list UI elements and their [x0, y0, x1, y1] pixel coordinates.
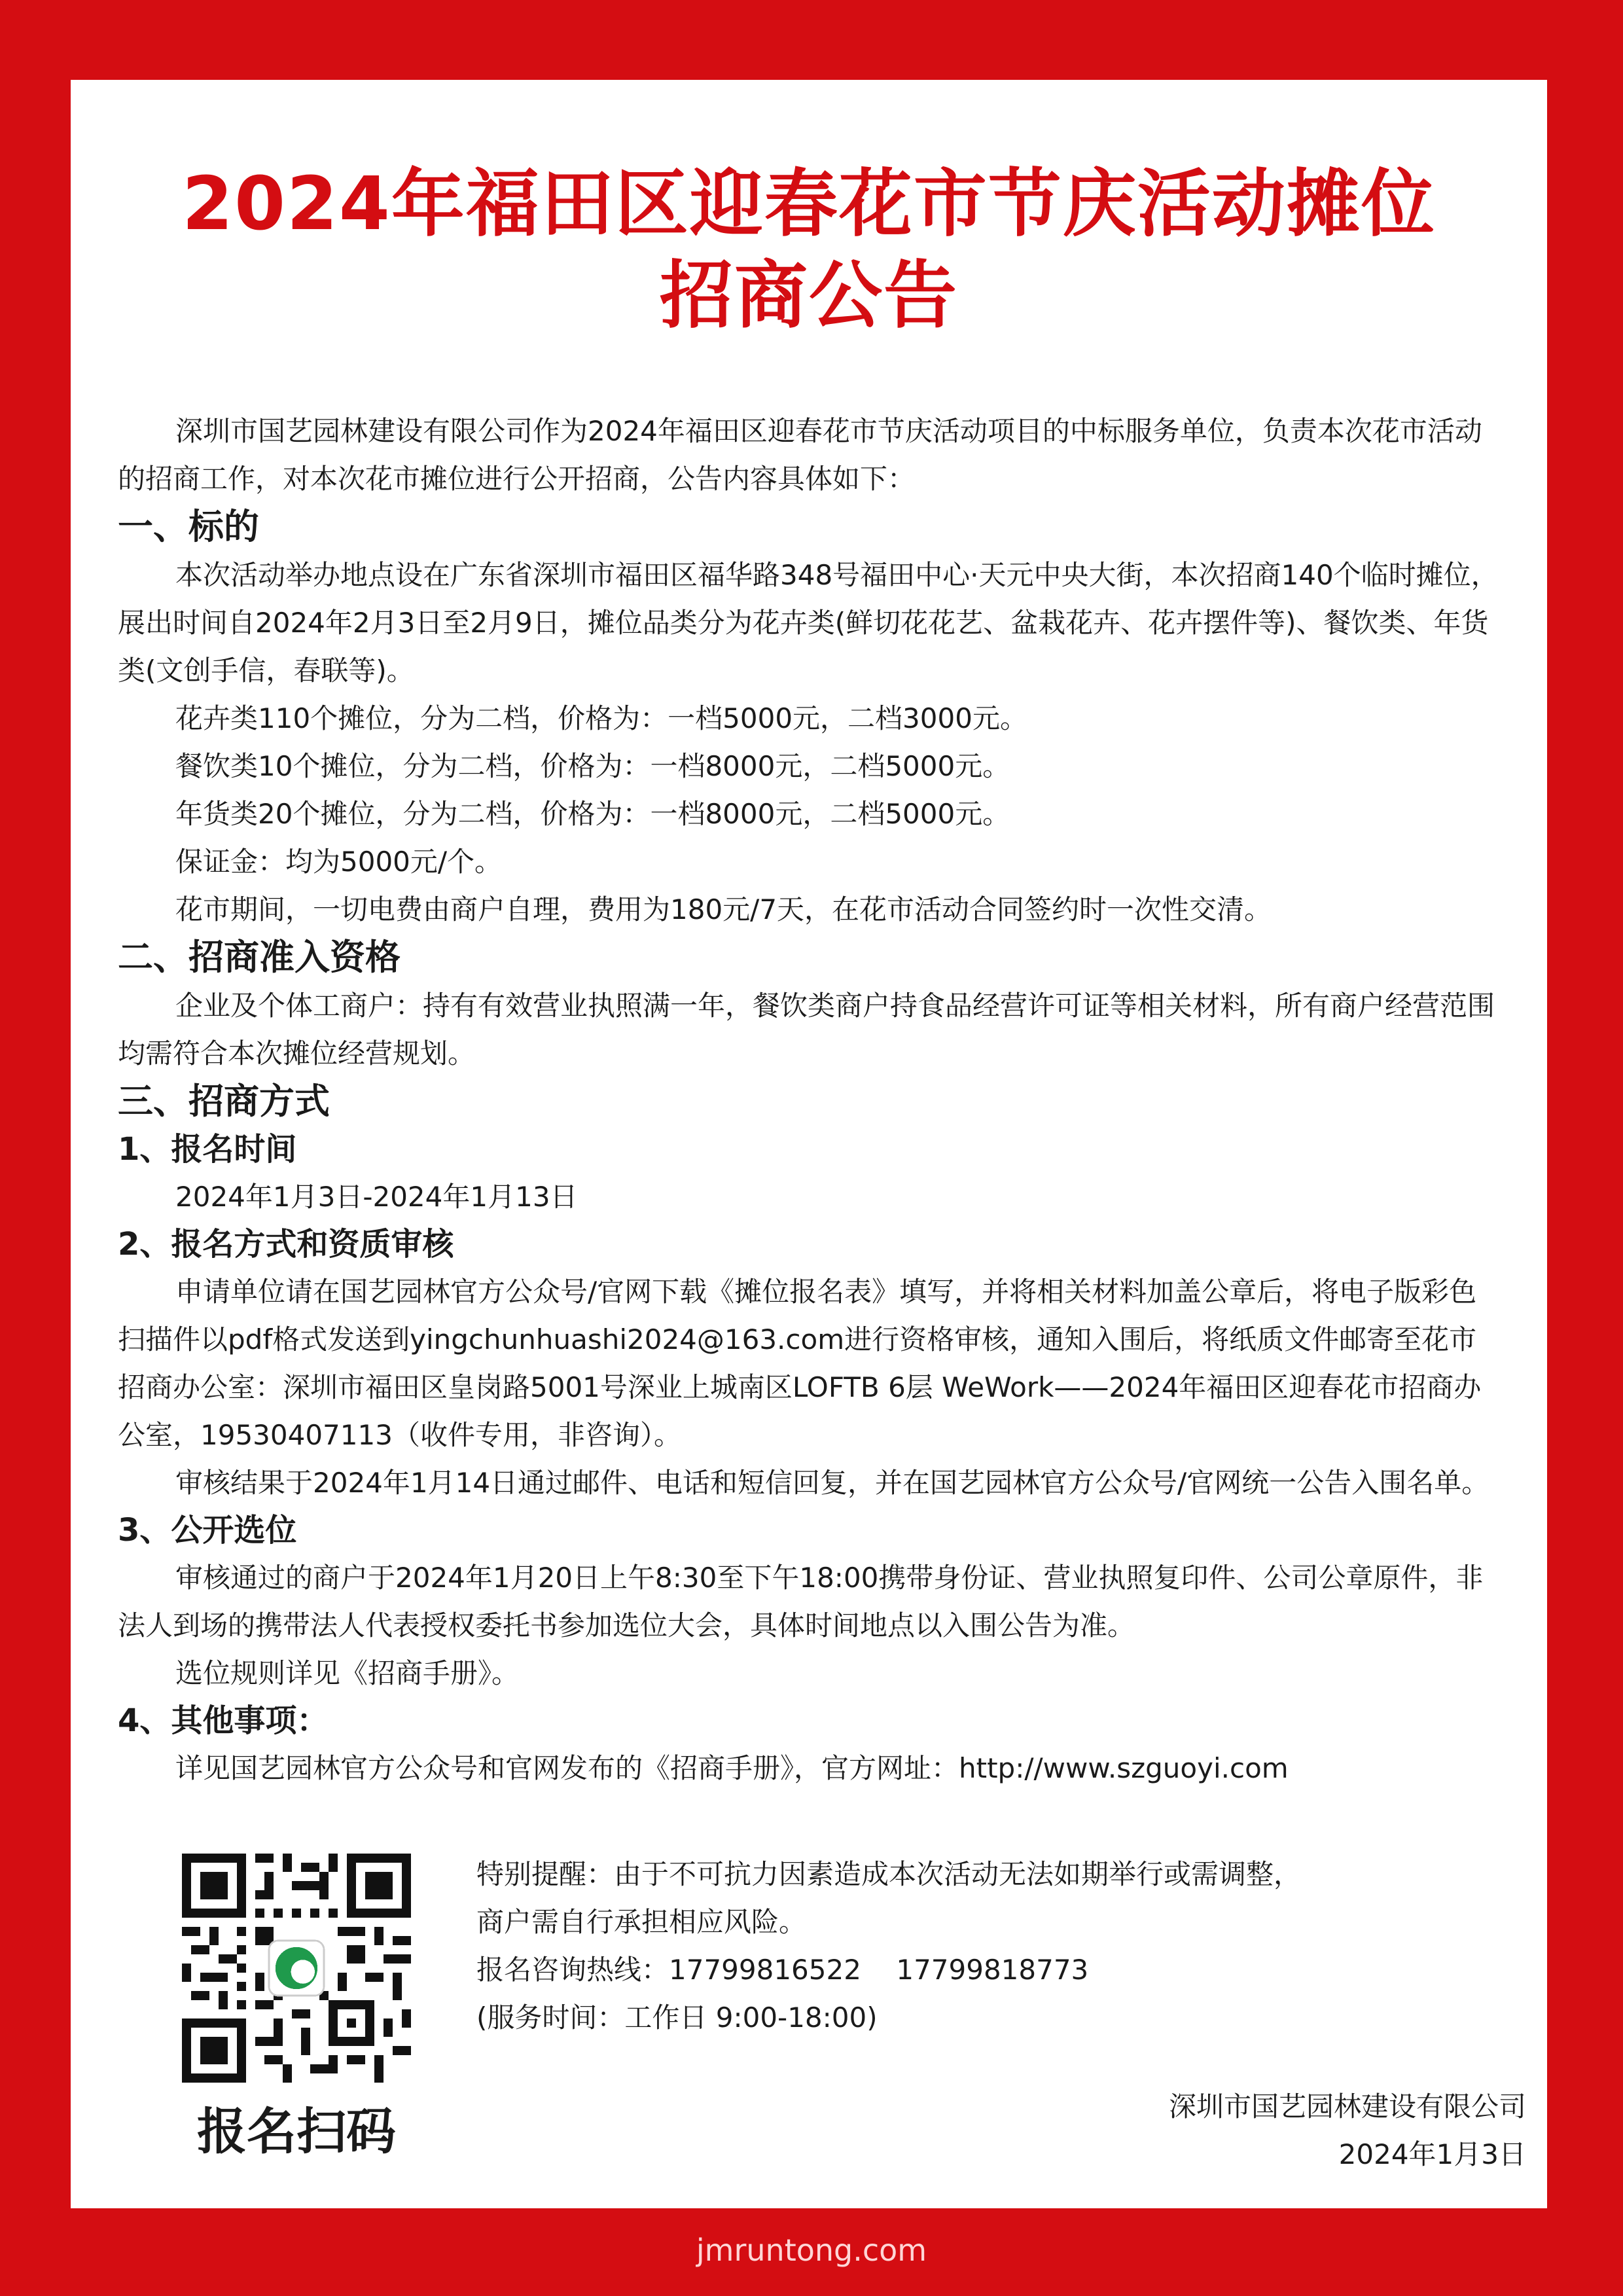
signup-time-heading: 1、报名时间 — [118, 1131, 297, 1168]
signup-method-paragraph: 申请单位请在国艺园林官方公众号/官网下载《摊位报名表》填写，并将相关材料加盖公章后，将电子版彩色扫描件以pdf格式发送到yingchunhuashi2024@163.com进行资格审核，通知入围后，将纸质文件邮寄至花市招商办公室：深圳市福田区皇岗路5001号深业上城南区LOFTB 6层 WeWork——2024年福田区迎春花市招商办公室，19530407113（收件专用，非咨询）。 — [118, 1276, 1482, 1451]
deposit-text: 保证金：均为5000元/个。 — [175, 846, 503, 878]
stall-selection-heading: 3、公开选位 — [118, 1512, 297, 1549]
service-hours-text: (服务时间：工作日 9:00-18:00) — [476, 2001, 878, 2034]
notice-body — [118, 407, 1500, 1792]
signature-date: 2024年1月3日 — [1338, 2138, 1526, 2170]
review-result-paragraph: 审核结果于2024年1月14日通过邮件、电话和短信回复，并在国艺园林官方公众号/官网统一公告入围名单。 — [175, 1467, 1489, 1499]
qr-code-label: 报名扫码 — [197, 2102, 396, 2161]
food-stall-price: 餐饮类10个摊位，分为二档，价格为：一档8000元，二档5000元。 — [175, 750, 1010, 782]
footer-watermark: jmruntong.com — [696, 2233, 927, 2268]
selection-rules-text: 选位规则详见《招商手册》。 — [175, 1657, 520, 1689]
section-1-heading: 一、标的 — [118, 506, 259, 547]
section-1-paragraph: 本次活动举办地点设在广东省深圳市福田区福华路348号福田中心·天元中央大街，本次招商140个临时摊位，展出时间自2024年2月3日至2月9日，摊位品类分为花卉类(鲜切花花艺、盆栽花卉、花卉摆件等)、餐饮类、年货类(文创手信，春联等)。 — [118, 559, 1499, 687]
intro-paragraph: 深圳市国艺园林建设有限公司作为2024年福田区迎春花市节庆活动项目的中标服务单位，负责本次花市活动的招商工作，对本次花市摊位进行公开招商，公告内容具体如下： — [118, 415, 1482, 495]
notice-paper — [71, 80, 1547, 2208]
other-matters-heading: 4、其他事项： — [118, 1702, 329, 1739]
qr-code-icon[interactable] — [182, 1854, 411, 2083]
flower-stall-price: 花卉类110个摊位，分为二档，价格为：一档5000元，二档3000元。 — [175, 702, 1027, 734]
section-2-heading: 二、招商准入资格 — [118, 937, 401, 978]
signature-company: 深圳市国艺园林建设有限公司 — [1168, 2090, 1526, 2123]
signature-block — [1169, 2083, 1526, 2178]
section-3-heading: 三、招商方式 — [118, 1081, 330, 1122]
title-line-1: 2024年福田区迎春花市节庆活动摊位 — [182, 162, 1436, 247]
hotline-text: 报名咨询热线：17799816522 17799818773 — [476, 1954, 1089, 1986]
other-matters-text: 详见国艺园林官方公众号和官网发布的《招商手册》，官方网址：http://www.szguoyi.com — [175, 1752, 1289, 1784]
section-2-paragraph: 企业及个体工商户：持有有效营业执照满一年，餐饮类商户持食品经营许可证等相关材料，所有商户经营范围均需符合本次摊位经营规划。 — [118, 990, 1495, 1069]
stall-selection-paragraph: 审核通过的商户于2024年1月20日上午8:30至下午18:00携带身份证、营业执照复印件、公司公章原件，非法人到场的携带法人代表授权委托书参加选位大会，具体时间地点以入围公告为准。 — [118, 1562, 1484, 1641]
contact-notes — [476, 1850, 1327, 2041]
special-reminder-line-2: 商户需自行承担相应风险。 — [476, 1906, 807, 1938]
title-line-2: 招商公告 — [660, 253, 958, 338]
signup-time-text: 2024年1月3日-2024年1月13日 — [175, 1181, 578, 1213]
goods-stall-price: 年货类20个摊位，分为二档，价格为：一档8000元，二档5000元。 — [175, 798, 1010, 830]
signup-method-heading: 2、报名方式和资质审核 — [118, 1226, 454, 1263]
electricity-fee-text: 花市期间，一切电费由商户自理，费用为180元/7天，在花市活动合同签约时一次性交清。 — [175, 893, 1272, 925]
special-reminder-line-1: 特别提醒：由于不可抗力因素造成本次活动无法如期举行或需调整， — [476, 1858, 1302, 1890]
page-title — [71, 158, 1547, 342]
